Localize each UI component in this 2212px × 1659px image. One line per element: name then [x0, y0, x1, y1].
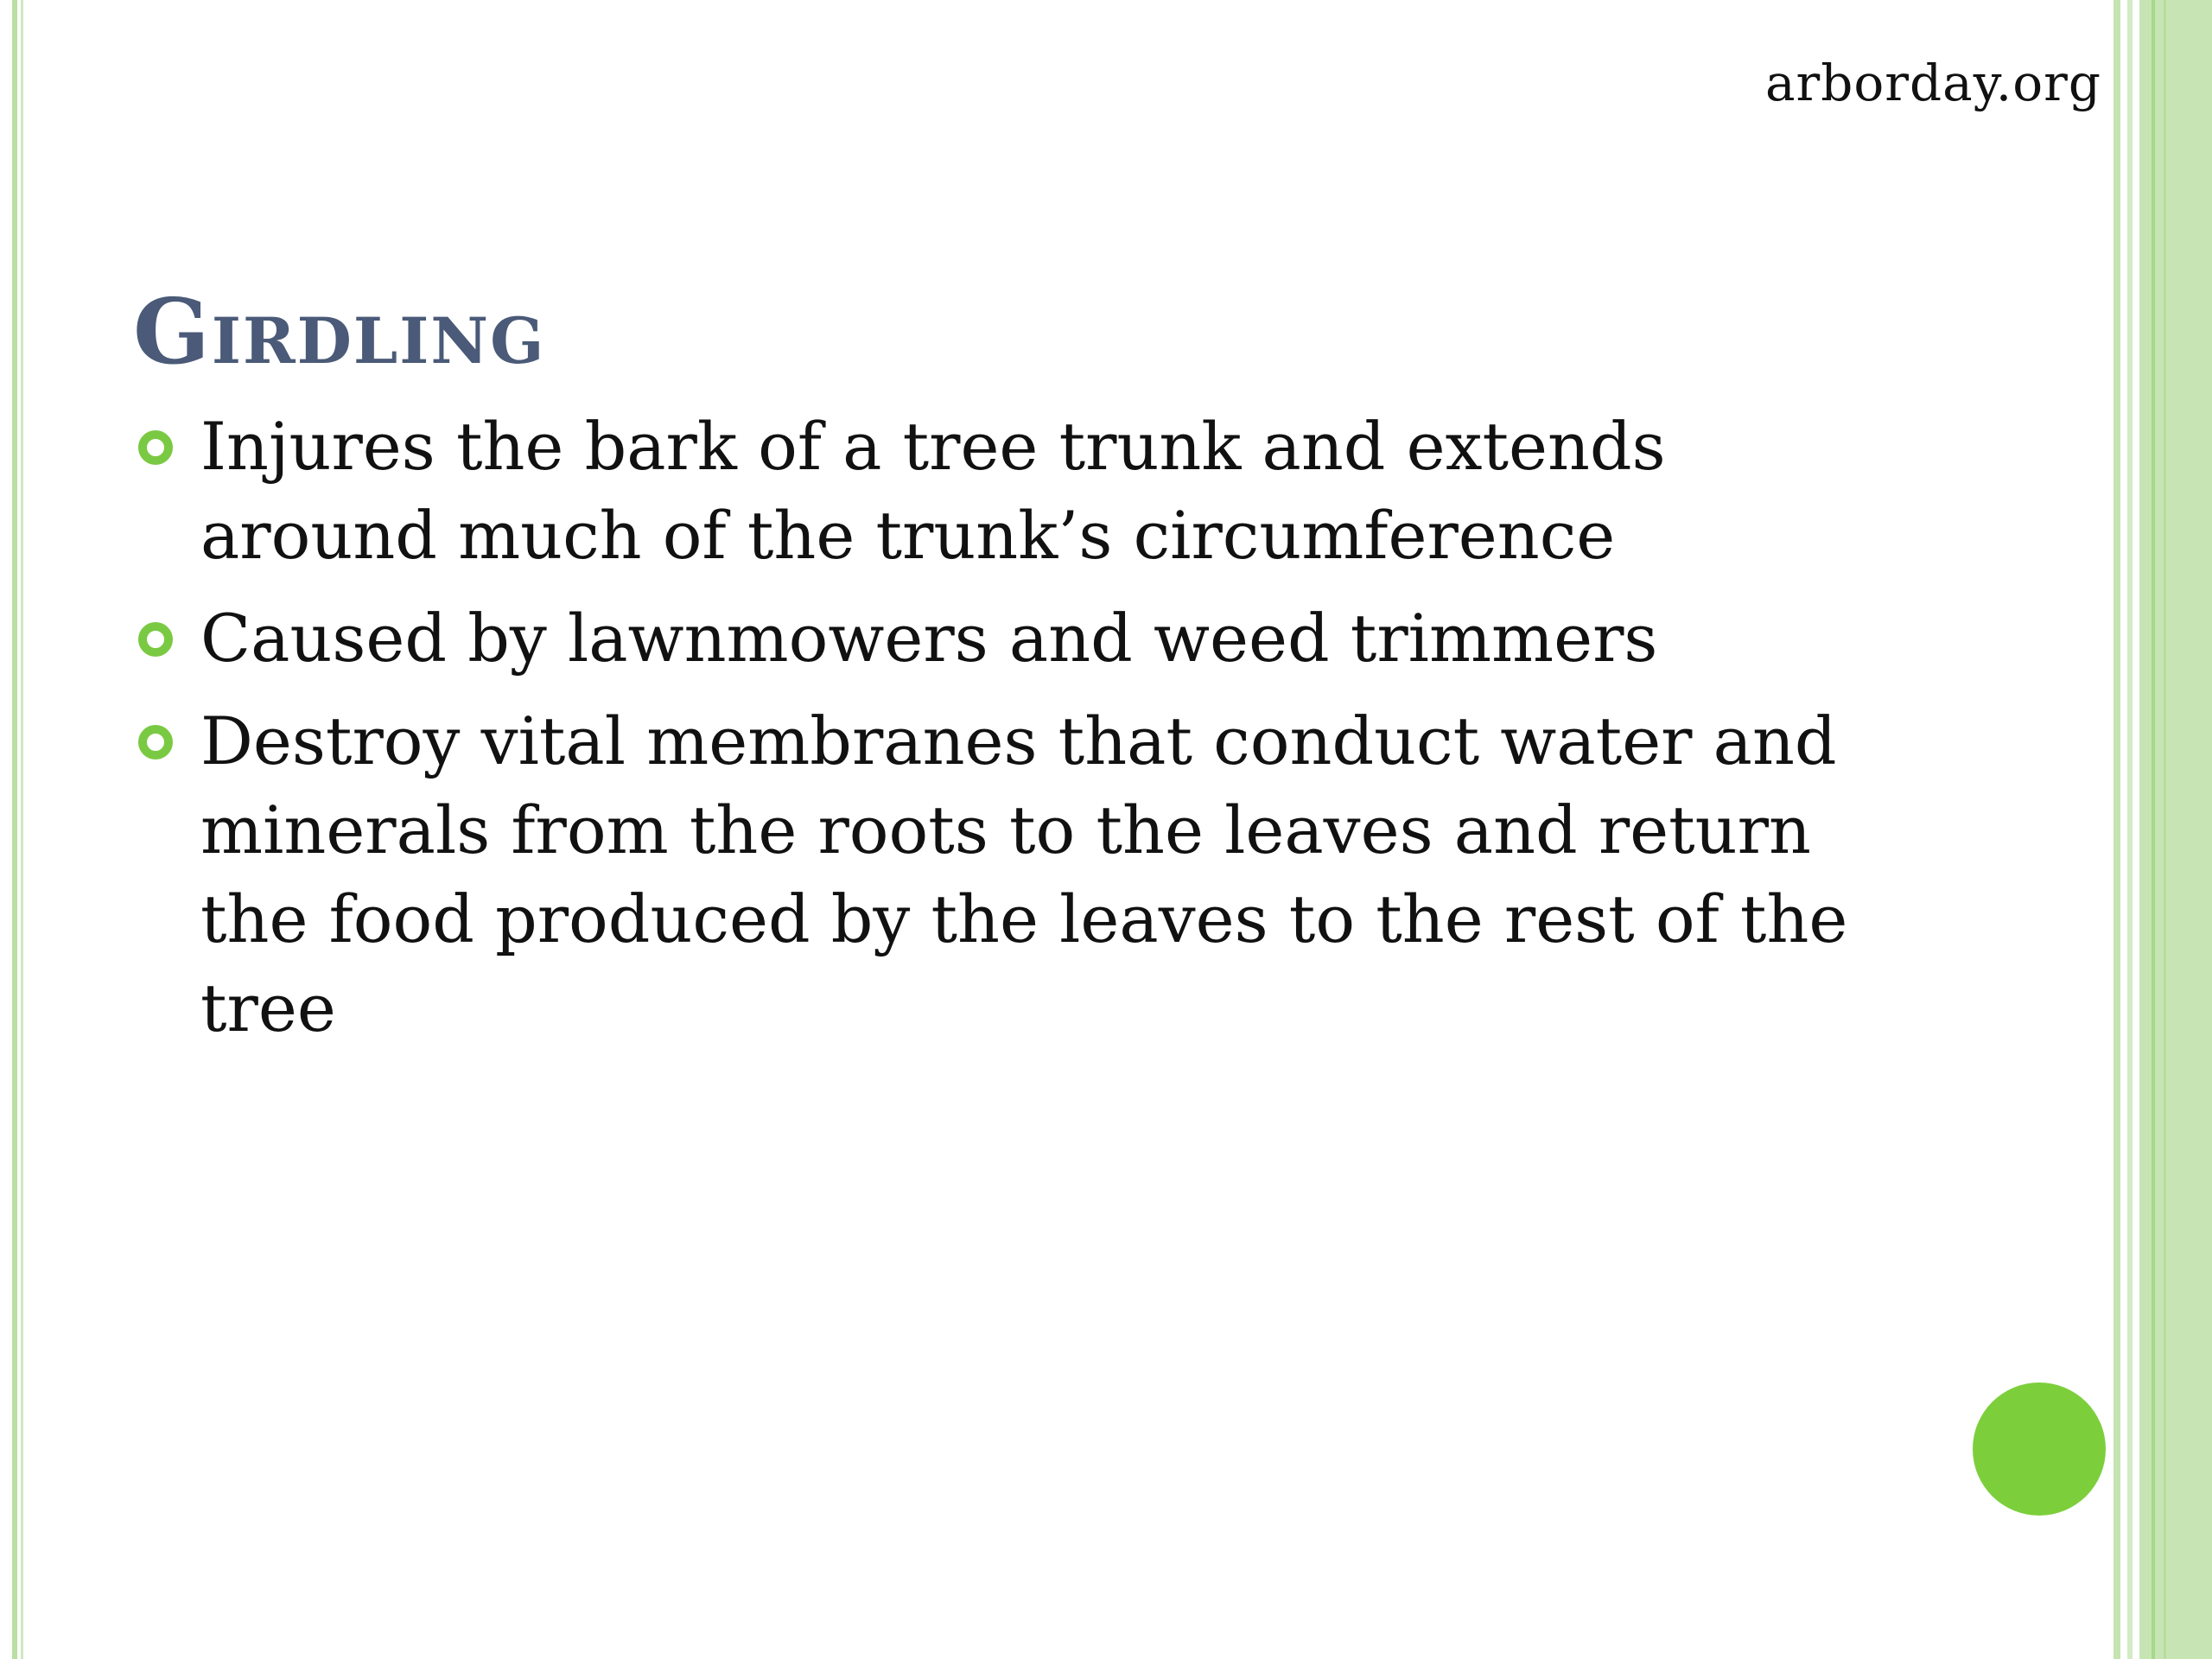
left-border-line-inner	[21, 0, 23, 1659]
slide-title: Girdling	[133, 277, 546, 385]
hollow-circle-bullet-icon	[138, 430, 173, 465]
right-border-line-outer	[2113, 0, 2120, 1659]
bullet-text: Injures the bark of a tree trunk and extends around much of the trunk’s circumference	[200, 408, 1666, 574]
right-border-line-middle	[2127, 0, 2133, 1659]
bullet-list	[133, 402, 1904, 1066]
right-border-stripe-thin	[2164, 0, 2166, 1659]
bullet-item	[133, 696, 1904, 1052]
bullet-item	[133, 402, 1904, 580]
bullet-text: Destroy vital membranes that conduct water and minerals from the roots to the leaves and return the food produced by the leaves to the rest of the tree	[200, 702, 1848, 1046]
source-credit: arborday.org	[1764, 54, 2101, 112]
right-border-band	[2139, 0, 2212, 1659]
left-border-line	[12, 0, 17, 1659]
right-border-stripe	[2152, 0, 2155, 1659]
bullet-item	[133, 594, 1904, 683]
bullet-text: Caused by lawnmowers and weed trimmers	[200, 600, 1658, 677]
green-circle-icon	[1973, 1382, 2106, 1516]
hollow-circle-bullet-icon	[138, 725, 173, 760]
hollow-circle-bullet-icon	[138, 622, 173, 657]
